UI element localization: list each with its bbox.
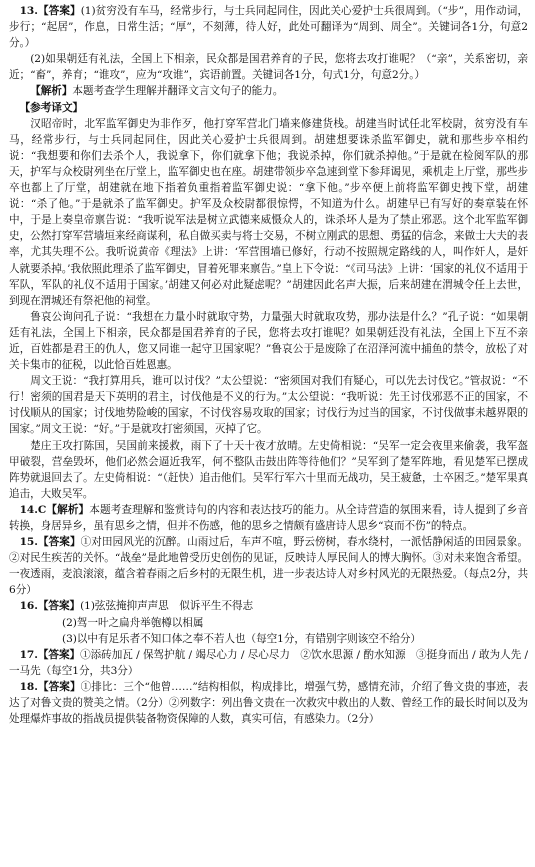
answer-label: 【答案】 — [37, 5, 81, 17]
answer-13-1 — [9, 3, 528, 51]
answer-text: (2)驾一叶之扁舟举匏樽以相属 — [62, 616, 204, 629]
question-number: 16. — [19, 600, 38, 613]
translation-heading — [9, 100, 528, 116]
answer-13-2 — [9, 51, 528, 83]
translation-text: 汉昭帝时，北军监军御史为非作歹，他打穿军营北门墙来修建货栈。胡建当时试任北军校尉，贫穷没有车马，经常步行，与士兵同起同住，因此关心爱护士兵很周到。胡建想要诛杀监军御史，就和那些步卒相约说：“我想要和你们去杀个人，我说拿下，你们就拿下他；我说杀掉，你们就杀掉他。”于是就在检阅军队的那天，护军与众校尉列坐在厅堂上，监军御史也在座。胡建带领步卒急速到堂下参拜谒见，乘机走上厅堂，那些步卒也都上了厅堂，胡建就在地下指着负重指着监军御史说：“拿下他。”步卒便上前将监军御史拽下堂，胡建说：“杀了他。”于是就杀了监军御史。护军及众校尉都很惊愕，不知道为什么。胡建早已有写好的奏章装在怀中，于是上奏皇帝禀告说：“我听说军法是树立武德来威慑众人的，诛杀坏人是为了禁止邪恶。这个北军监军御史，公然打穿军营墙垣来经商谋利，私自做买卖与将士交易，不树立刚武的思想、勇猛的信念，来做士大夫的表率，尤其失理不公。我听说黄帝《理法》上讲：‘军营围墙已修好，行动不按照规定路线的人，叫作奸人，是奸人就要杀掉。’我依照此理杀了监军御史，冒着死罪来禀告。”皇上下令说：“《司马法》上讲：‘国家的礼仪不适用于军队，军队的礼仪不适用于国家。’胡建又何必对此疑虑呢？”胡建因此名声大振，后来胡建在渭城令任上去世，到现在渭城还有祭祀他的祠堂。 — [9, 117, 528, 307]
answer-16-1 — [9, 598, 528, 614]
answer-label: 【答案】 — [37, 600, 81, 613]
question-number: 15. — [19, 536, 38, 549]
translation-label: 【参考译文】 — [19, 101, 84, 114]
question-number: 17. — [19, 648, 38, 661]
analysis-text: 本题考查理解和鉴赏诗句的内容和表达技巧的能力。从全诗营造的氛围来看，诗人提到了乡音转换，身居异乡，虽有思乡之情，但并不伤感，他的思乡之情颇有盛唐诗人思乡“哀而不伤”的特点。 — [9, 503, 528, 532]
answer-text: (1)弦弦掩抑声声思 似诉平生不得志 — [80, 600, 254, 613]
translation-paragraph-1 — [9, 116, 528, 309]
analysis-text: 本题考查学生理解并翻译文言文句子的能力。 — [72, 85, 284, 98]
translation-paragraph-3 — [9, 373, 528, 437]
answer-18 — [9, 679, 528, 727]
question-number: 18. — [19, 680, 38, 693]
translation-text: 楚庄王攻打陈国，吴国前来援救，雨下了十天十夜才放晴。左史倚相说：“吴军一定会夜里来偷袭，我军盔甲破裂，营垒毁坏，他们必然会逼近我军，何不整队击鼓出阵等待他们？”吴军到了楚军阵地，看见楚军已摆成阵势就退回去了。左史倚相说：“（赶快）追击他们。吴军行军六十里而无战功，吴王疲惫，士卒困乏。”楚军果真追击，大败吴军。 — [9, 439, 528, 500]
answer-text: ①对田园风光的沉醉。山雨过后，车声不喧，野云傍树，春水绕村，一派恬静闲适的田园景象。②对民生疾苦的关怀。“战垒”是此地曾受历史创伤的见证，反映诗人厚民间人的博大胸怀。③对未来饱含希望。一夜透雨，麦浪滚滚，蕴含着春雨之后乡村的无限生机，进一步表达诗人对乡村风光的无限热爱。（每点2分，共6分） — [9, 536, 528, 597]
translation-text: 鲁哀公询问孔子说：“我想在力量小时就取守势，力量强大时就取攻势，那办法是什么？”孔子说：“如果朝廷有礼法，全国上下相亲，民众都是国君养育的子民，您将去攻打谁呢？如果朝廷没有礼法，全国上下互不亲近，百姓都是君王的仇人，您又同谁一起守卫国家呢？”鲁哀公于是废除了在沼泽河流中捕鱼的禁令，放松了对关卡集市的征税，以此恰百姓恩惠。 — [9, 310, 528, 372]
answer-text: ①添砖加瓦 / 保驾护航 / 竭尽心力 / 尽心尽力 ②饮水思源 / 酌水知源 ③挺身而出 / 敢为人先 / 一马先（每空1分，共3分） — [9, 648, 528, 677]
analysis-label: 【解析】 — [46, 503, 90, 516]
question-number: 13. — [19, 5, 38, 17]
analysis-13 — [9, 83, 528, 99]
answer-label: 【答案】 — [37, 648, 81, 661]
answer-text: (2)如果朝廷有礼法，全国上下相亲，民众都是国君养育的子民，您将去攻打谁呢？（“亲”，关系密切，亲近；“畜”，养育；“谁攻”，应为“攻谁”，宾语前置。关键词各1分，句式1分，句意2分。） — [9, 53, 528, 82]
translation-paragraph-4 — [9, 438, 528, 502]
answer-15 — [9, 534, 528, 598]
answer-label: 【答案】 — [37, 680, 81, 693]
answer-label: 【答案】 — [37, 536, 81, 549]
analysis-label: 【解析】 — [30, 85, 73, 98]
answer-14 — [9, 502, 528, 534]
translation-text: 周文王说：“我打算用兵，谁可以讨伐？”太公望说：“密须国对我们有疑心，可以先去讨伐它。”管叔说：“不行！密须的国君是天下英明的君主，讨伐他是不义的行为。”太公望说：“我听说：先王讨伐邪恶不正的国家，不讨伐顺从的国家；讨伐地势险峻的国家，不讨伐容易攻取的国家；讨伐行为过当的国家，不讨伐做事未越界限的国家。”周文王说：“好。”于是就攻打密须国，灭掉了它。 — [9, 375, 528, 436]
answer-text: (3)以中有足乐者不知口体之奉不若人也（每空1分，有错别字则该空不给分） — [62, 632, 421, 645]
answer-text: (1)贫穷没有车马，经常步行，与士兵同起同住，因此关心爱护士兵很周到。（“步”，用作动词，步行；“起居”，作息，日常生活；“厚”，不刻薄，待人好，此处可翻译为“周到、周全”。关键词各1分，句意2分。） — [9, 5, 528, 50]
answer-text: ①排比：三个“他曾……”结构相似，构成排比，增强气势，感情充沛，介绍了鲁文贵的事迹，表达了对鲁文贵的赞美之情。（2分）②列数字：列出鲁文贵在一次救灾中救出的人数、曾经工作的最长时间以及为处理爆炸事故的指战员提供装备物资保障的人数，真实可信，有感染力。（2分） — [9, 680, 528, 726]
translation-paragraph-2 — [9, 309, 528, 373]
answer-17 — [9, 647, 528, 679]
answer-16-2 — [9, 615, 528, 631]
question-number: 14.C — [19, 503, 47, 516]
answer-16-3 — [9, 631, 528, 647]
